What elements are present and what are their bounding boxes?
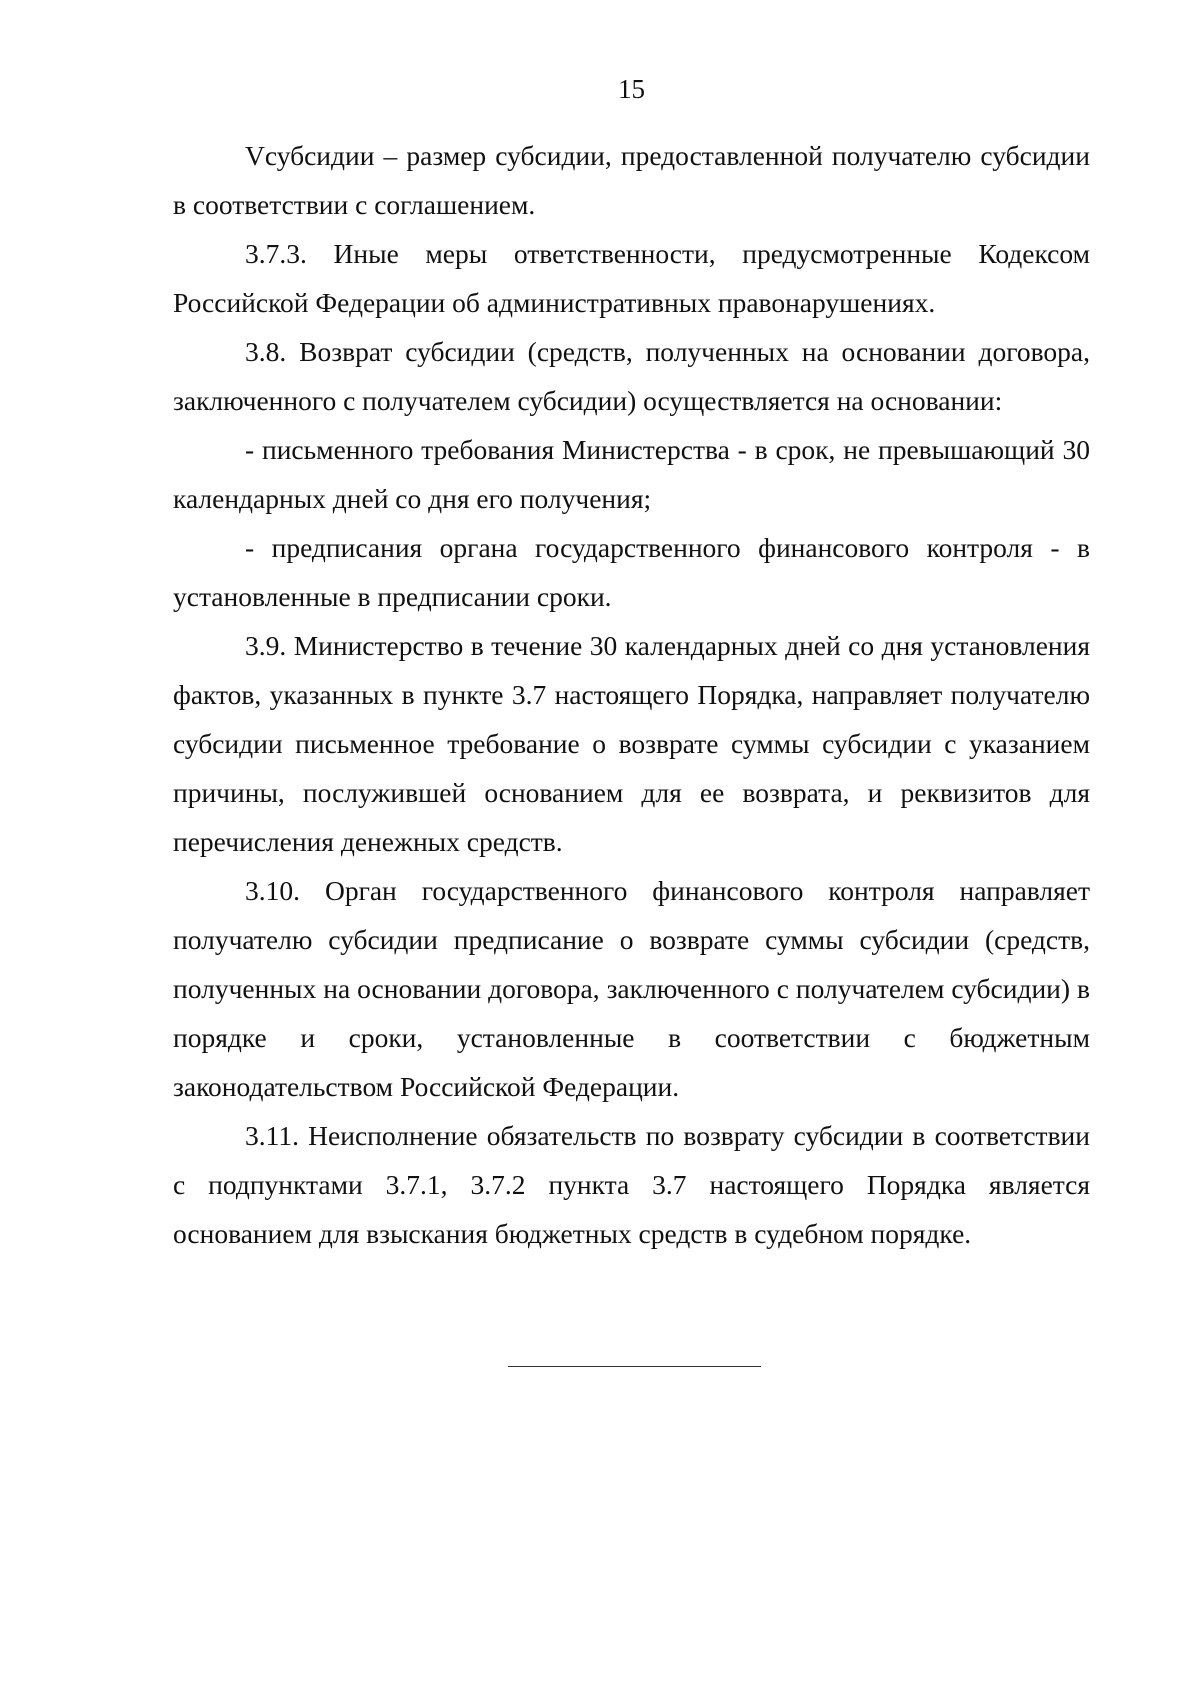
paragraph-v-subsidy-definition: Vсубсидии – размер субсидии, предоставленной получателю субсидии в соответствии с соглашением. (173, 140, 1090, 220)
paragraph-3-7-3: 3.7.3. Иные меры ответственности, предусмотренные Кодексом Российской Федерации об административных правонарушениях. (173, 238, 1090, 318)
document-body (173, 131, 1090, 1258)
end-of-document-rule (508, 1366, 761, 1367)
paragraph-3-9: 3.9. Министерство в течение 30 календарных дней со дня установления фактов, указанных в пункте 3.7 настоящего Порядка, направляет получателю субсидии письменное требование о возврате суммы субсидии с указанием причины, послужившей основанием для ее возврата, и реквизитов для перечисления денежных средств. (173, 630, 1090, 857)
paragraph-3-8: 3.8. Возврат субсидии (средств, полученных на основании договора, заключенного с получателем субсидии) осуществляется на основании: (173, 336, 1090, 416)
page-number: 15 (618, 74, 645, 104)
paragraph-3-8-written-requirement: - письменного требования Министерства - в срок, не превышающий 30 календарных дней со дня его получения; (173, 434, 1090, 514)
paragraph-3-8-control-order: - предписания органа государственного финансового контроля - в установленные в предписании сроки. (173, 532, 1090, 612)
paragraph-3-11: 3.11. Неисполнение обязательств по возврату субсидии в соответствии с подпунктами 3.7.1, 3.7.2 пункта 3.7 настоящего Порядка является основанием для взыскания бюджетных средств в судебном порядке. (173, 1120, 1090, 1249)
paragraph-3-10: 3.10. Орган государственного финансового контроля направляет получателю субсидии предписание о возврате суммы субсидии (средств, полученных на основании договора, заключенного с получателем субсидии) в порядке и сроки, установленные в соответствии с бюджетным законодательством Российской Федерации. (173, 875, 1090, 1102)
